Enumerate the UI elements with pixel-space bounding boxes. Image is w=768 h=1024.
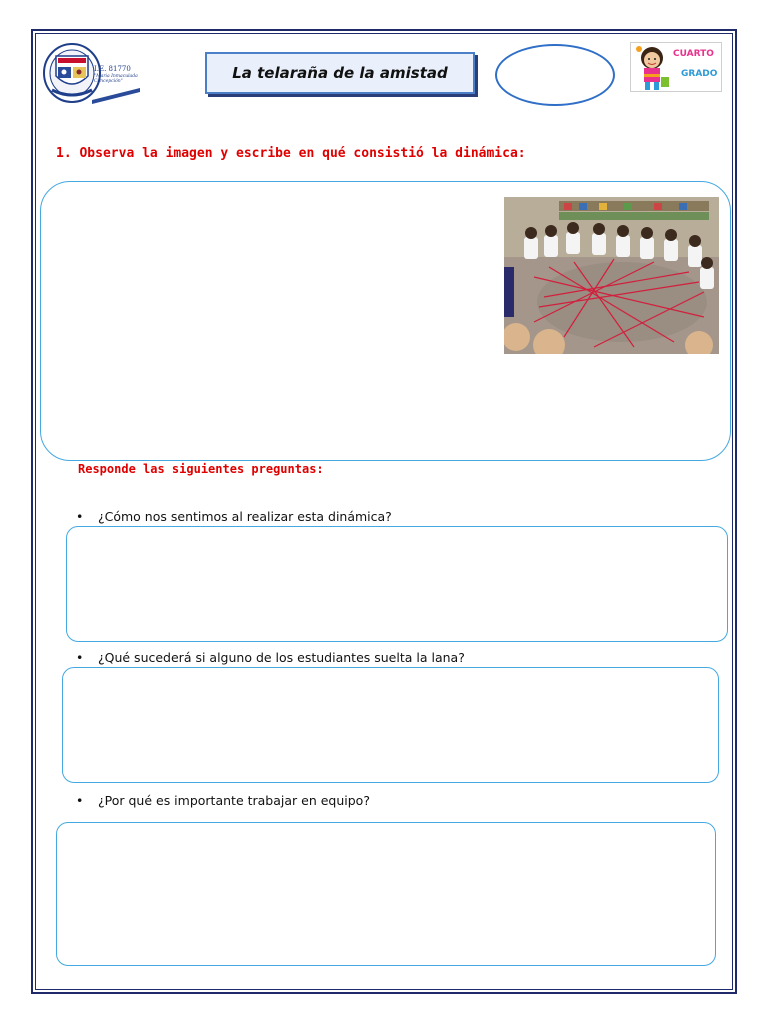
grade-word-1 [673,49,714,59]
school-logo [42,42,142,104]
question-1-text: ¿Cómo nos sentimos al realizar esta dinámica? [98,509,392,524]
answer-box-question-1[interactable] [66,526,728,642]
section1-heading [56,146,526,161]
section1-heading-text: Observa la imagen y escribe en qué consistió la dinámica: [79,146,526,161]
worksheet-title-text: La telaraña de la amistad [232,64,448,82]
answer-box-question-3[interactable] [56,822,716,966]
name-oval[interactable] [495,44,615,106]
question-3-bullet: • [76,793,84,808]
section2-heading: Responde las siguientes preguntas: [78,462,324,476]
school-logo-text [94,66,144,84]
question-3 [72,793,370,808]
grade-word-1-text: CUARTO [673,49,714,59]
question-2-text: ¿Qué sucederá si alguno de los estudiantes suelta la lana? [98,650,465,665]
school-name-line2: Concepción" [94,78,123,84]
children-circle-yarn-photo [504,197,719,354]
section1-number: 1. [56,146,72,161]
answer-box-question-2[interactable] [62,667,719,783]
grade-logo [630,42,722,92]
classroom-photo-illustration [504,197,719,354]
child-mascot-icon [633,45,671,91]
worksheet-title [205,52,475,94]
question-3-text: ¿Por qué es importante trabajar en equipo? [98,793,370,808]
question-1 [72,509,392,524]
school-code: I.E. 81770 [94,65,131,73]
question-1-bullet: • [76,509,84,524]
school-name-line1: "Maria Inmaculada [94,74,138,79]
question-2-bullet: • [76,650,84,665]
question-2 [72,650,465,665]
grade-word-2: GRADO [681,69,718,79]
